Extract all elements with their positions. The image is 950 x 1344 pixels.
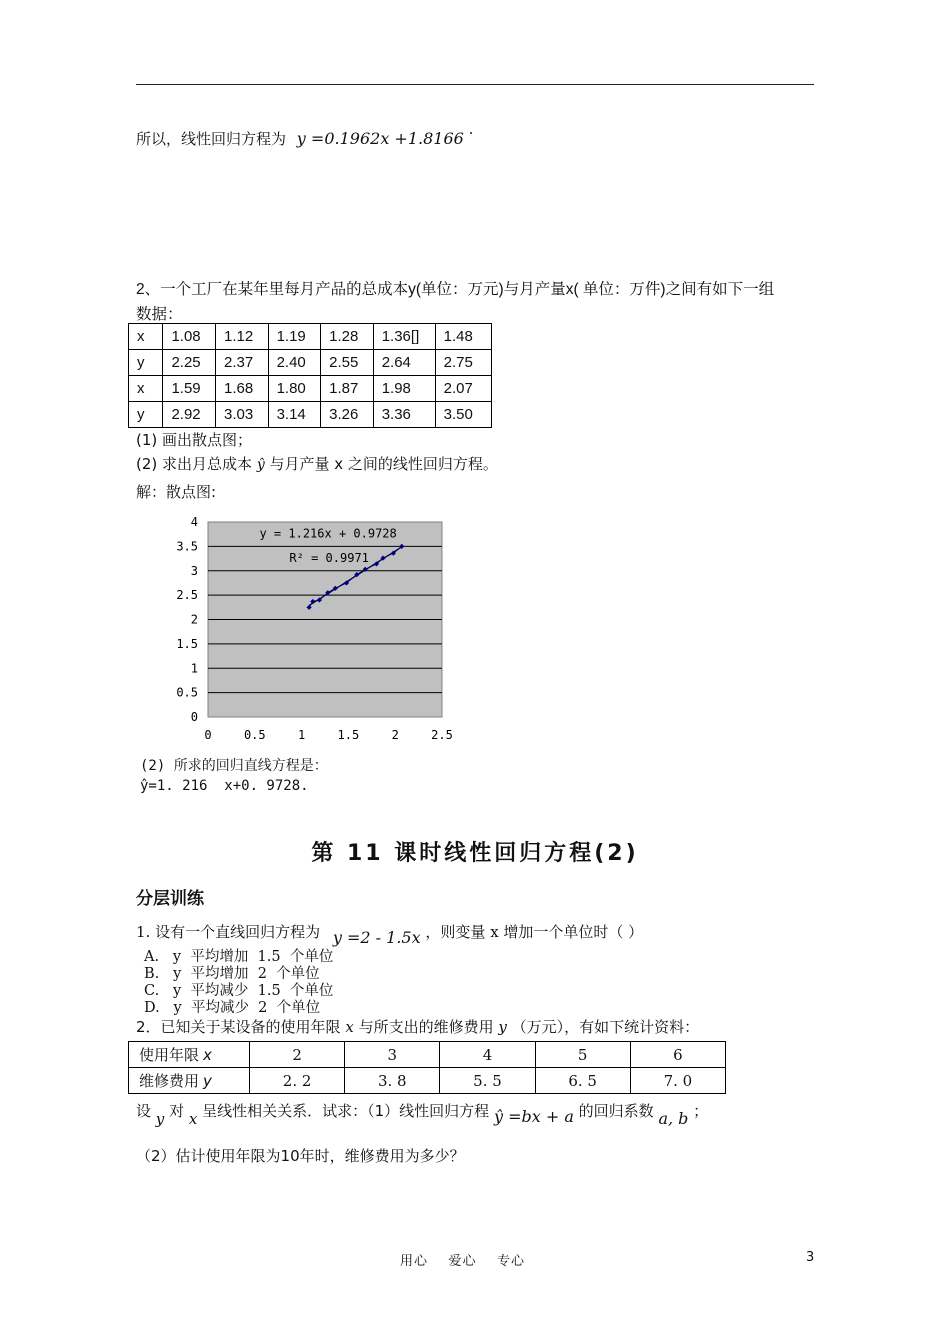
x-tick-label: 2: [391, 728, 399, 742]
answer-equation: ŷ=1. 216 x+0. 9728.: [140, 778, 309, 794]
table-cell: 1.48: [435, 324, 491, 350]
cost-cell: 2. 2: [250, 1068, 345, 1094]
mc-question: 1. 设有一个直线回归方程为 y =2 - 1.5x ，则变量 x 增加一个单位时（ ）: [136, 923, 644, 947]
x-tick-label: 1: [297, 728, 306, 742]
table-cell: 3.26: [321, 402, 374, 428]
table-cell: 1.08: [163, 324, 216, 350]
year-cell: 5: [535, 1042, 630, 1068]
mc-options: [144, 949, 333, 1017]
table-cell: y: [129, 350, 163, 376]
table-cell: 1.80: [268, 376, 321, 402]
table-cell: 2.55: [321, 350, 374, 376]
q2-regression-eq: ŷ =bx + a: [493, 1107, 574, 1126]
problem-2-line1: 2、一个工厂在某年里每月产品的总成本y(单位：万元)与月产量x( 单位：万件)之间有如下一组: [136, 281, 775, 298]
question-2: (2) 求出月总成本 ŷ 与月产量 x 之间的线性回归方程。: [136, 455, 498, 473]
table-cell: 1.28: [321, 324, 374, 350]
solution-label: 解：散点图:: [136, 483, 217, 501]
table-row: [129, 402, 492, 428]
table-cell: 1.59: [163, 376, 216, 402]
table-cell: 2.92: [163, 402, 216, 428]
top-equation: y =0.1962x +1.8166: [296, 129, 464, 148]
cost-cell: 7. 0: [630, 1068, 725, 1094]
table-cell: 2.64: [373, 350, 435, 376]
table-row: [129, 324, 492, 350]
maintenance-table: [128, 1041, 726, 1094]
year-cell: 4: [440, 1042, 535, 1068]
y-tick-label: 2.5: [176, 588, 198, 603]
table-row: [129, 376, 492, 402]
x-tick-label: 2.5: [431, 728, 453, 742]
option-a: A. y 平均增加 1.5 个单位: [144, 949, 334, 965]
year-cell: 2: [250, 1042, 345, 1068]
trendline-equation: y = 1.216x + 0.9728: [259, 526, 397, 541]
table-cell: 1.36[]: [373, 324, 435, 350]
table-row: [129, 350, 492, 376]
question-1: (1) 画出散点图；: [136, 431, 253, 449]
cost-cell: 5. 5: [440, 1068, 535, 1094]
page-number: 3: [806, 1250, 815, 1265]
year-cell: 3: [345, 1042, 440, 1068]
x-tick-label: 1.5: [337, 728, 360, 742]
table-cell: 2.25: [163, 350, 216, 376]
y-tick-label: 0.5: [176, 685, 198, 700]
data-table: [128, 323, 492, 428]
y-tick-label: 0: [190, 710, 198, 724]
top-equation-line: 所以，线性回归方程为 y =0.1962x +1.8166 ·: [136, 124, 474, 148]
table-cell: 2.75: [435, 350, 491, 376]
row-label-costs: 维修费用 y: [129, 1068, 250, 1094]
table-cell: 3.36: [373, 402, 435, 428]
table-cell: y: [129, 402, 163, 428]
table-cell: 3.50: [435, 402, 491, 428]
top-equation-prefix: 所以，线性回归方程为: [136, 130, 287, 148]
q2-intro: 2．已知关于某设备的使用年限 x 与所支出的维修费用 y （万元），有如下统计资料：: [136, 1018, 700, 1036]
scatter-chart: [160, 510, 460, 750]
table-cell: 1.12: [216, 324, 269, 350]
table-cell: 2.37: [216, 350, 269, 376]
x-tick-label: 0: [204, 728, 212, 742]
header-rule: [136, 84, 814, 85]
q2-line2: 设 y 对 x 呈线性相关关系．试求：（1）线性回归方程 ŷ =bx + a 的回归系数 a, b ；: [136, 1102, 709, 1128]
y-tick-label: 2: [190, 612, 198, 627]
section-title: 第 11 课时线性回归方程(2): [311, 841, 639, 866]
y-tick-label: 3.5: [176, 539, 198, 554]
option-b: B. y 平均增加 2 个单位: [144, 966, 320, 982]
option-d: D. y 平均减少 2 个单位: [144, 1000, 321, 1016]
mc-equation: y =2 - 1.5x: [332, 928, 421, 947]
q2-question-2: （2）估计使用年限为10年时，维修费用为多少？: [136, 1147, 465, 1165]
y-tick-label: 1: [190, 661, 198, 676]
option-c: C. y 平均减少 1.5 个单位: [144, 983, 334, 999]
table-cell: 1.68: [216, 376, 269, 402]
footer-text: 用心 爱心 专心: [400, 1254, 526, 1269]
x-tick-label: 0.5: [243, 728, 266, 742]
y-tick-label: 3: [190, 563, 198, 578]
table-cell: 1.19: [268, 324, 321, 350]
answer-label: (2) 所求的回归直线方程是：: [140, 758, 328, 774]
r-squared-label: R² = 0.9971: [289, 550, 369, 565]
problem-2-line2: 数据：: [136, 306, 183, 323]
cost-cell: 6. 5: [535, 1068, 630, 1094]
row-label-years: 使用年限 x: [129, 1042, 250, 1068]
table-cell: 2.40: [268, 350, 321, 376]
y-tick-label: 4: [190, 515, 198, 529]
y-tick-label: 1.5: [176, 636, 198, 651]
table-cell: 3.03: [216, 402, 269, 428]
cost-cell: 3. 8: [345, 1068, 440, 1094]
table-cell: 3.14: [268, 402, 321, 428]
table-cell: x: [129, 324, 163, 350]
table-cell: x: [129, 376, 163, 402]
table-cell: 2.07: [435, 376, 491, 402]
table-cell: 1.87: [321, 376, 374, 402]
year-cell: 6: [630, 1042, 725, 1068]
section-subtitle: 分层训练: [136, 889, 204, 909]
table-cell: 1.98: [373, 376, 435, 402]
